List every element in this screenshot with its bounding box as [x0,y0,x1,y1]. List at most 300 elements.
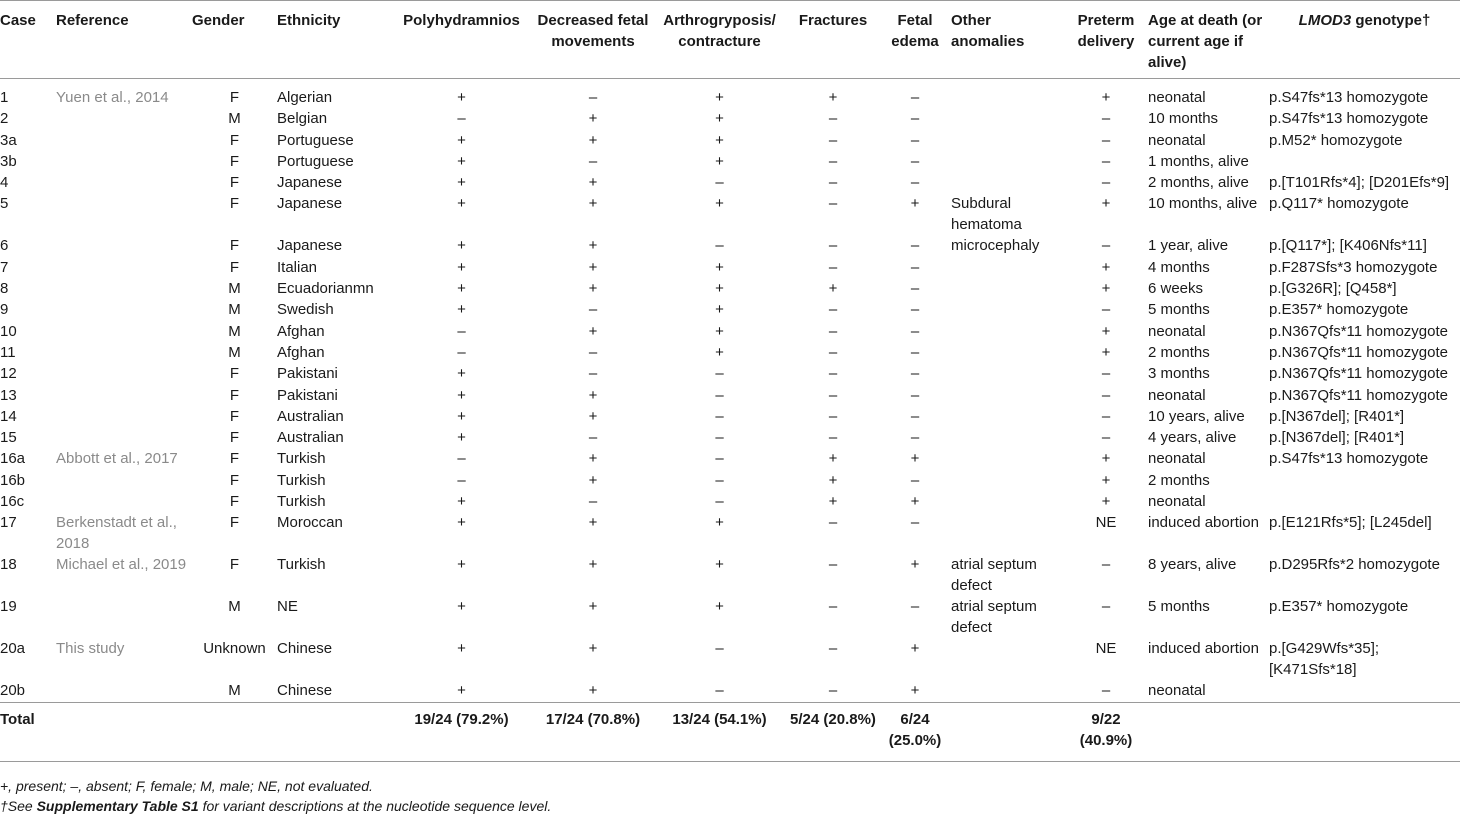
other-anomalies-cell: atrial septum defect [951,556,1037,595]
fetal-edema-cell: – [910,471,920,489]
other-anomalies-cell [951,470,1064,491]
col-header-fetal-edema: Fetal edema [879,1,951,79]
polyhydramnios-cell: + [457,152,466,170]
polyhydramnios-cell: + [457,640,466,658]
fractures-cell: – [828,407,838,425]
fetal-edema-cell: – [910,514,920,532]
preterm-delivery-cell: – [1101,682,1111,700]
table-row [0,130,1460,151]
fetal-edema-cell: + [910,493,920,511]
other-anomalies-cell [951,427,1064,448]
age-at-death-cell: 5 months [1148,301,1210,319]
col-header-decreased-fetal-movements: Decreased fetal movements [534,1,652,79]
reference-cell [56,427,192,448]
decreased-fetal-movements-cell: + [588,258,598,276]
polyhydramnios-cell: + [457,280,466,298]
fetal-edema-cell: + [910,195,920,213]
gender-cell: F [229,450,240,468]
age-at-death-cell: neonatal [1148,89,1206,106]
decreased-fetal-movements-cell: – [588,301,598,319]
case-cell: 5 [0,195,9,213]
decreased-fetal-movements-cell: – [588,429,598,447]
fractures-cell: – [828,429,838,447]
genotype-cell: p.M52* homozygote [1269,131,1403,149]
polyhydramnios-cell: + [457,174,466,192]
preterm-delivery-cell: NE [1095,514,1117,532]
table-row [0,638,1460,680]
polyhydramnios-cell: + [457,258,466,276]
age-at-death-cell: neonatal [1148,386,1206,404]
age-at-death-cell: 4 years, alive [1148,429,1237,447]
genotype-cell [1269,680,1460,702]
table-footnotes [0,776,551,816]
arthrogryposis-cell: – [715,386,724,404]
fetal-edema-cell: – [910,301,920,319]
fractures-cell: – [828,514,838,532]
fractures-cell: – [828,301,838,319]
case-cell: 8 [0,280,9,298]
reference-cell [56,235,192,256]
decreased-fetal-movements-cell: + [588,386,598,404]
decreased-fetal-movements-cell: + [588,640,598,658]
gender-cell: F [229,152,240,170]
table-row [0,406,1460,427]
ethnicity-cell: Turkish [277,556,326,574]
arthrogryposis-cell: + [715,280,724,298]
genotype-cell: p.[Q117*]; [K406Nfs*11] [1269,237,1427,255]
arthrogryposis-cell: + [715,195,724,213]
dagger-suffix: for variant descriptions at the nucleotide sequence level. [198,798,552,814]
preterm-delivery-cell: + [1101,343,1111,361]
genotype-cell: p.N367Qfs*11 homozygote [1269,343,1448,361]
col-header-case: Case [0,1,56,79]
reference-cell [56,321,192,342]
fractures-cell: – [828,682,838,700]
col-header-preterm-delivery: Preterm delivery [1064,1,1148,79]
fetal-edema-cell: – [910,174,920,192]
case-cell: 15 [0,429,17,447]
decreased-fetal-movements-cell: + [588,471,598,489]
preterm-delivery-cell: NE [1095,640,1117,658]
preterm-delivery-cell: – [1101,110,1111,128]
other-anomalies-cell [951,363,1064,384]
polyhydramnios-cell: – [457,343,466,361]
arthrogryposis-cell: – [715,407,724,425]
polyhydramnios-cell: + [457,429,466,447]
decreased-fetal-movements-cell: + [588,322,598,340]
case-cell: 12 [0,365,17,383]
preterm-delivery-cell: + [1101,493,1111,511]
decreased-fetal-movements-cell: + [588,598,598,616]
col-header-arthrogryposis: Arthrogryposis/ contracture [652,1,787,79]
age-at-death-cell: 10 months [1148,110,1219,128]
polyhydramnios-cell: + [457,407,466,425]
preterm-delivery-cell: + [1101,471,1111,489]
preterm-delivery-cell: + [1101,280,1111,298]
fractures-cell: + [828,89,838,106]
polyhydramnios-cell: + [457,493,466,511]
preterm-delivery-cell: – [1101,556,1111,574]
genotype-cell: p.[G326R]; [Q458*] [1269,280,1397,298]
ethnicity-cell: Ecuadorianmn [277,280,374,298]
age-at-death-cell: neonatal [1148,493,1206,511]
decreased-fetal-movements-cell: + [588,131,598,149]
preterm-delivery-cell: – [1101,386,1111,404]
polyhydramnios-cell: + [457,598,466,616]
genotype-cell: p.F287Sfs*3 homozygote [1269,258,1438,276]
gender-cell: F [229,365,240,383]
table-row [0,427,1460,448]
preterm-delivery-cell: + [1101,322,1111,340]
preterm-delivery-cell: – [1101,301,1111,319]
decreased-fetal-movements-cell: – [588,365,598,383]
fetal-edema-cell: + [910,682,920,700]
decreased-fetal-movements-cell: + [588,195,598,213]
col-header-age-at-death: Age at death (or current age if alive) [1148,1,1269,79]
case-cell: 14 [0,407,17,425]
case-cell: 3b [0,152,17,170]
reference-cell [56,257,192,278]
table-row [0,278,1460,299]
total-fractures: 5/24 (20.8%) [787,702,879,761]
case-cell: 20a [0,640,26,658]
gender-cell: F [229,174,240,192]
fractures-cell: – [828,640,838,658]
total-label: Total [0,702,56,761]
fractures-cell: + [828,280,838,298]
age-at-death-cell: induced abortion [1148,640,1259,658]
fractures-cell: + [828,493,838,511]
gender-cell: F [229,471,240,489]
arthrogryposis-cell: – [715,640,724,658]
gender-cell: Unknown [203,640,266,658]
gender-cell: M [228,682,241,700]
table-body [0,79,1460,703]
reference-cell [56,342,192,363]
genotype-cell: p.N367Qfs*11 homozygote [1269,365,1448,383]
gender-cell: F [229,386,240,404]
fetal-edema-cell: – [910,598,920,616]
other-anomalies-cell [951,130,1064,151]
other-anomalies-cell [951,448,1064,469]
col-header-other-anomalies: Other anomalies [951,1,1064,79]
case-cell: 4 [0,174,9,192]
table-row [0,470,1460,491]
fractures-cell: – [828,237,838,255]
total-decreased-fetal-movements: 17/24 (70.8%) [534,702,652,761]
other-anomalies-cell: atrial septum defect [951,598,1037,637]
ethnicity-cell: Turkish [277,493,326,511]
case-cell: 19 [0,598,17,616]
polyhydramnios-cell: + [457,556,466,574]
arthrogryposis-cell: – [715,429,724,447]
ethnicity-cell: Japanese [277,174,343,192]
fetal-edema-cell: – [910,407,920,425]
ethnicity-cell: Portuguese [277,131,354,149]
gender-cell: F [229,195,240,213]
decreased-fetal-movements-cell: + [588,174,598,192]
polyhydramnios-cell: + [457,195,466,213]
age-at-death-cell: neonatal [1148,322,1206,340]
table-row [0,108,1460,129]
genotype-cell: p.Q117* homozygote [1269,195,1409,213]
polyhydramnios-cell: + [457,514,466,532]
ethnicity-cell: Pakistani [277,386,338,404]
total-arthrogryposis: 13/24 (54.1%) [652,702,787,761]
gender-cell: M [228,343,241,361]
case-cell: 6 [0,237,9,255]
fetal-edema-cell: – [910,237,920,255]
preterm-delivery-cell: + [1101,89,1111,106]
other-anomalies-cell [951,321,1064,342]
table-row [0,321,1460,342]
age-at-death-cell: 4 months [1148,258,1210,276]
fetal-edema-cell: – [910,429,920,447]
reference-cell [56,193,192,235]
col-header-reference: Reference [56,1,192,79]
arthrogryposis-cell: – [715,237,724,255]
genotype-cell [1269,491,1460,512]
table-row [0,172,1460,193]
arthrogryposis-cell: – [715,174,724,192]
table-row [0,491,1460,512]
polyhydramnios-cell: – [457,450,466,468]
case-cell: 1 [0,89,9,106]
ethnicity-cell: Afghan [277,343,325,361]
col-header-polyhydramnios: Polyhydramnios [389,1,534,79]
preterm-delivery-cell: – [1101,174,1111,192]
gender-cell: F [229,89,240,106]
ethnicity-cell: Australian [277,407,344,425]
genotype-cell [1269,470,1460,491]
arthrogryposis-cell: – [715,493,724,511]
gender-cell: F [229,429,240,447]
preterm-delivery-cell: + [1101,258,1111,276]
table-row [0,193,1460,235]
fractures-cell: – [828,556,838,574]
col-header-gender: Gender [192,1,277,79]
other-anomalies-cell [951,491,1064,512]
arthrogryposis-cell: – [715,450,724,468]
other-anomalies-cell: Subdural hematoma [951,195,1022,234]
reference-cell [56,596,192,638]
supplementary-table-ref: Supplementary Table S1 [36,798,199,814]
table-row [0,512,1460,554]
polyhydramnios-cell: – [457,471,466,489]
ethnicity-cell: Australian [277,429,344,447]
fractures-cell: – [828,365,838,383]
other-anomalies-cell [951,638,1064,680]
reference-cell [56,406,192,427]
fetal-edema-cell: – [910,152,920,170]
polyhydramnios-cell: + [457,682,466,700]
reference-cell [56,680,192,702]
decreased-fetal-movements-cell: + [588,237,598,255]
genotype-cell: p.[N367del]; [R401*] [1269,407,1405,425]
genotype-cell: p.S47fs*13 homozygote [1269,110,1429,128]
decreased-fetal-movements-cell: + [588,280,598,298]
case-cell: 11 [0,343,16,361]
fetal-edema-cell: + [910,556,920,574]
arthrogryposis-cell: + [715,258,724,276]
arthrogryposis-cell: – [715,471,724,489]
genotype-cell: p.E357* homozygote [1269,301,1409,319]
other-anomalies-cell [951,257,1064,278]
ethnicity-cell: Belgian [277,110,328,128]
arthrogryposis-cell: + [715,598,724,616]
decreased-fetal-movements-cell: – [588,89,598,106]
fractures-cell: – [828,322,838,340]
arthrogryposis-cell: + [715,556,724,574]
other-anomalies-cell [951,512,1064,554]
reference-cell: Abbott et al., 2017 [56,450,178,468]
genotype-cell: p.N367Qfs*11 homozygote [1269,386,1448,404]
reference-cell: Yuen et al., 2014 [56,89,169,106]
case-cell: 17 [0,514,17,532]
age-at-death-cell: 10 months, alive [1148,195,1258,213]
polyhydramnios-cell: + [457,89,466,106]
gender-cell: F [229,556,240,574]
genotype-cell [1269,151,1460,172]
table-row [0,385,1460,406]
arthrogryposis-cell: + [715,301,724,319]
age-at-death-cell: 2 months, alive [1148,174,1249,192]
fetal-edema-cell: + [910,450,920,468]
dagger-footnote [0,796,551,816]
fractures-cell: – [828,598,838,616]
col-header-genotype [1269,1,1460,79]
preterm-delivery-cell: – [1101,237,1111,255]
polyhydramnios-cell: – [457,322,466,340]
fetal-edema-cell: – [910,280,920,298]
ethnicity-cell: Algerian [277,89,333,106]
arthrogryposis-cell: + [715,343,724,361]
table-row [0,554,1460,596]
age-at-death-cell: neonatal [1148,450,1206,468]
age-at-death-cell: 2 months [1148,343,1210,361]
reference-cell [56,470,192,491]
reference-cell [56,130,192,151]
ethnicity-cell: Italian [277,258,318,276]
fetal-edema-cell: – [910,89,920,106]
table-row [0,680,1460,702]
case-cell: 2 [0,110,9,128]
arthrogryposis-cell: + [715,131,724,149]
polyhydramnios-cell: + [457,131,466,149]
ethnicity-cell: Turkish [277,471,326,489]
age-at-death-cell: 8 years, alive [1148,556,1237,574]
reference-cell [56,299,192,320]
decreased-fetal-movements-cell: – [588,493,598,511]
fractures-cell: + [828,450,838,468]
ethnicity-cell: Afghan [277,322,325,340]
table-row [0,342,1460,363]
polyhydramnios-cell: + [457,365,466,383]
table-row [0,257,1460,278]
genotype-cell: p.D295Rfs*2 homozygote [1269,556,1440,574]
genotype-label: genotype† [1351,12,1431,29]
age-at-death-cell: 1 months, alive [1148,152,1249,170]
other-anomalies-cell: microcephaly [951,237,1040,255]
reference-cell [56,172,192,193]
age-at-death-cell: neonatal [1148,682,1206,700]
genotype-cell: p.N367Qfs*11 homozygote [1269,322,1448,340]
case-cell: 10 [0,322,17,340]
genotype-cell: p.S47fs*13 homozygote [1269,89,1429,106]
fractures-cell: – [828,258,838,276]
gender-cell: F [229,131,240,149]
fetal-edema-cell: – [910,258,920,276]
genotype-cell: p.[E121Rfs*5]; [L245del] [1269,514,1432,532]
reference-cell [56,108,192,129]
fractures-cell: – [828,343,838,361]
genotype-cell: p.[G429Wfs*35]; [K471Sfs*18] [1269,640,1380,679]
preterm-delivery-cell: – [1101,598,1111,616]
preterm-delivery-cell: – [1101,429,1111,447]
fetal-edema-cell: – [910,343,920,361]
arthrogryposis-cell: – [715,365,724,383]
gender-cell: M [228,301,241,319]
table-row [0,235,1460,256]
ethnicity-cell: Turkish [277,450,326,468]
reference-cell [56,151,192,172]
preterm-delivery-cell: – [1101,152,1111,170]
gender-cell: M [228,280,241,298]
gender-cell: M [228,598,241,616]
gender-cell: M [228,322,241,340]
ethnicity-cell: Japanese [277,237,343,255]
age-at-death-cell: 2 months [1148,471,1210,489]
gene-name: LMOD3 [1298,12,1352,29]
age-at-death-cell: 1 year, alive [1148,237,1229,255]
arthrogryposis-cell: + [715,514,724,532]
genotype-cell: p.E357* homozygote [1269,598,1409,616]
decreased-fetal-movements-cell: + [588,682,598,700]
ethnicity-cell: NE [277,598,298,616]
age-at-death-cell: 3 months [1148,365,1210,383]
gender-cell: F [229,407,240,425]
col-header-fractures: Fractures [787,1,879,79]
other-anomalies-cell [951,680,1064,702]
table-row [0,299,1460,320]
ethnicity-cell: Swedish [277,301,334,319]
polyhydramnios-cell: + [457,237,466,255]
other-anomalies-cell [951,278,1064,299]
age-at-death-cell: 10 years, alive [1148,407,1245,425]
case-cell: 13 [0,386,17,404]
total-preterm-delivery: 9/22 (40.9%) [1064,702,1148,761]
header-row [0,1,1460,79]
fetal-edema-cell: – [910,322,920,340]
decreased-fetal-movements-cell: + [588,110,598,128]
legend-footnote: +, present; –, absent; F, female; M, male; NE, not evaluated. [0,778,373,794]
arthrogryposis-cell: + [715,110,724,128]
gender-cell: F [229,258,240,276]
decreased-fetal-movements-cell: + [588,556,598,574]
ethnicity-cell: Chinese [277,640,333,658]
reference-cell [56,278,192,299]
fractures-cell: + [828,471,838,489]
polyhydramnios-cell: + [457,301,466,319]
fetal-edema-cell: – [910,365,920,383]
other-anomalies-cell [951,108,1064,129]
dagger-prefix: †See [0,798,37,814]
decreased-fetal-movements-cell: + [588,407,598,425]
decreased-fetal-movements-cell: – [588,343,598,361]
table-row [0,596,1460,638]
total-fetal-edema: 6/24 (25.0%) [879,702,951,761]
total-polyhydramnios: 19/24 (79.2%) [389,702,534,761]
